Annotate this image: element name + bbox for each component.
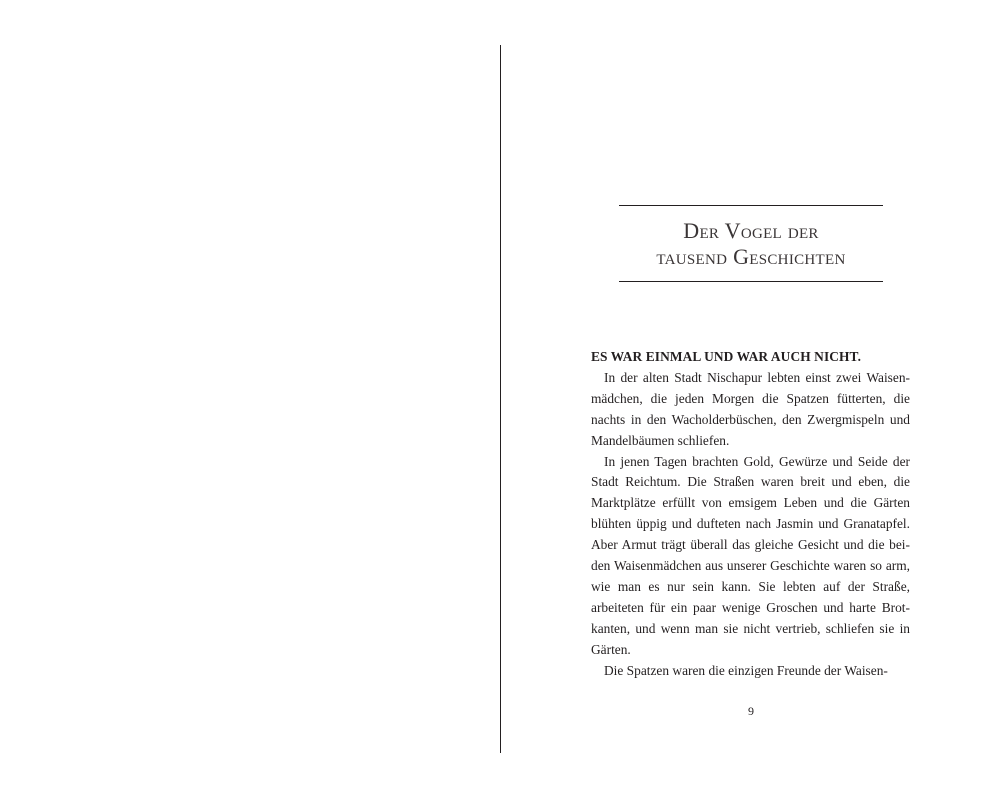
chapter-title-line-2: tausend Geschichten	[656, 244, 846, 269]
title-rule-bottom	[619, 281, 883, 282]
right-page	[501, 0, 1000, 800]
title-rule-top	[619, 205, 883, 206]
paragraph: In der alten Stadt Nischapur lebten einst zwei Waisenmädchen, die jeden Morgen die Spatzen fütterten, die nachts in den Wacholderbüschen, den Zwergmispeln und Mandelbäumen schliefen.	[591, 369, 910, 448]
paragraph: Die Spatzen waren die einzigen Freunde der Waisen-	[604, 662, 888, 678]
page-number: 9	[748, 704, 754, 718]
chapter-title-block	[619, 205, 883, 283]
chapter-title-line-1: Der Vogel der	[683, 218, 819, 243]
body-text	[591, 347, 910, 682]
paragraph: In jenen Tagen brachten Gold, Gewürze und Seide der Stadt Reichtum. Die Straßen waren breit und eben, die Marktplätze erfüllt von emsigem Leben und die Gärten blühten üppig und dufteten nach Jasmin und Granatapfel. Aber Armut trägt überall das gleiche Gesicht und die beiden Waisenmädchen aus unserer Geschichte waren so arm, wie man es nur sein kann. Sie lebten auf der Straße, arbeiteten für ein paar wenige Groschen und harte Brotkanten, und wenn man sie nicht vertrieb, schliefen sie in Gärten.	[591, 453, 910, 657]
opening-line: ES WAR EINMAL UND WAR AUCH NICHT.	[591, 349, 862, 364]
